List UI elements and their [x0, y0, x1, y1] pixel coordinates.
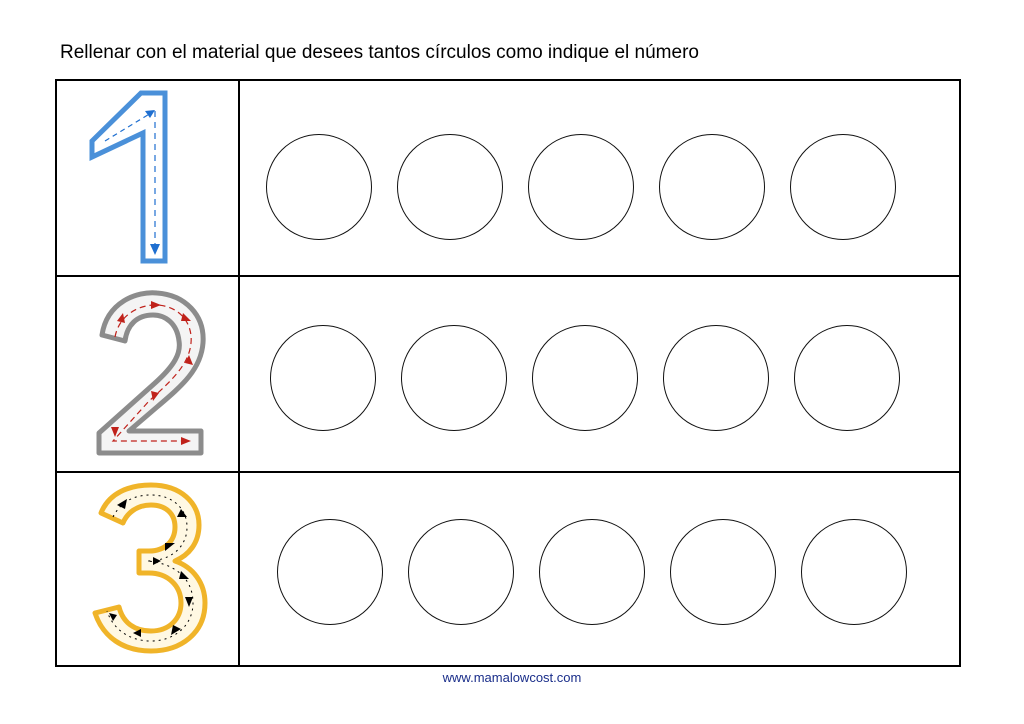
- numeral-3-tracing-icon: [57, 473, 240, 663]
- fill-circle[interactable]: [408, 519, 514, 625]
- fill-circle[interactable]: [659, 134, 765, 240]
- fill-circle[interactable]: [670, 519, 776, 625]
- fill-circle[interactable]: [532, 325, 638, 431]
- numeral-1-tracing-icon: [57, 81, 240, 275]
- row-number-3: [57, 473, 959, 665]
- fill-circle[interactable]: [790, 134, 896, 240]
- number-cell-2: [57, 277, 240, 471]
- number-cell-3: [57, 473, 240, 665]
- circles-cell-3: [240, 473, 959, 665]
- fill-circle[interactable]: [528, 134, 634, 240]
- fill-circle[interactable]: [401, 325, 507, 431]
- fill-circle[interactable]: [794, 325, 900, 431]
- fill-circle[interactable]: [539, 519, 645, 625]
- fill-circle[interactable]: [397, 134, 503, 240]
- instruction-text: Rellenar con el material que desees tantos círculos como indique el número: [60, 42, 699, 63]
- circles-cell-1: [240, 81, 959, 275]
- fill-circle[interactable]: [270, 325, 376, 431]
- fill-circle[interactable]: [266, 134, 372, 240]
- fill-circle[interactable]: [663, 325, 769, 431]
- worksheet-grid: [55, 79, 961, 667]
- fill-circle[interactable]: [277, 519, 383, 625]
- circles-cell-2: [240, 277, 959, 471]
- number-cell-1: [57, 81, 240, 275]
- row-number-1: [57, 81, 959, 277]
- footer-website-link[interactable]: www.mamalowcost.com: [442, 670, 582, 685]
- fill-circle[interactable]: [801, 519, 907, 625]
- numeral-2-tracing-icon: [57, 277, 240, 471]
- row-number-2: [57, 277, 959, 473]
